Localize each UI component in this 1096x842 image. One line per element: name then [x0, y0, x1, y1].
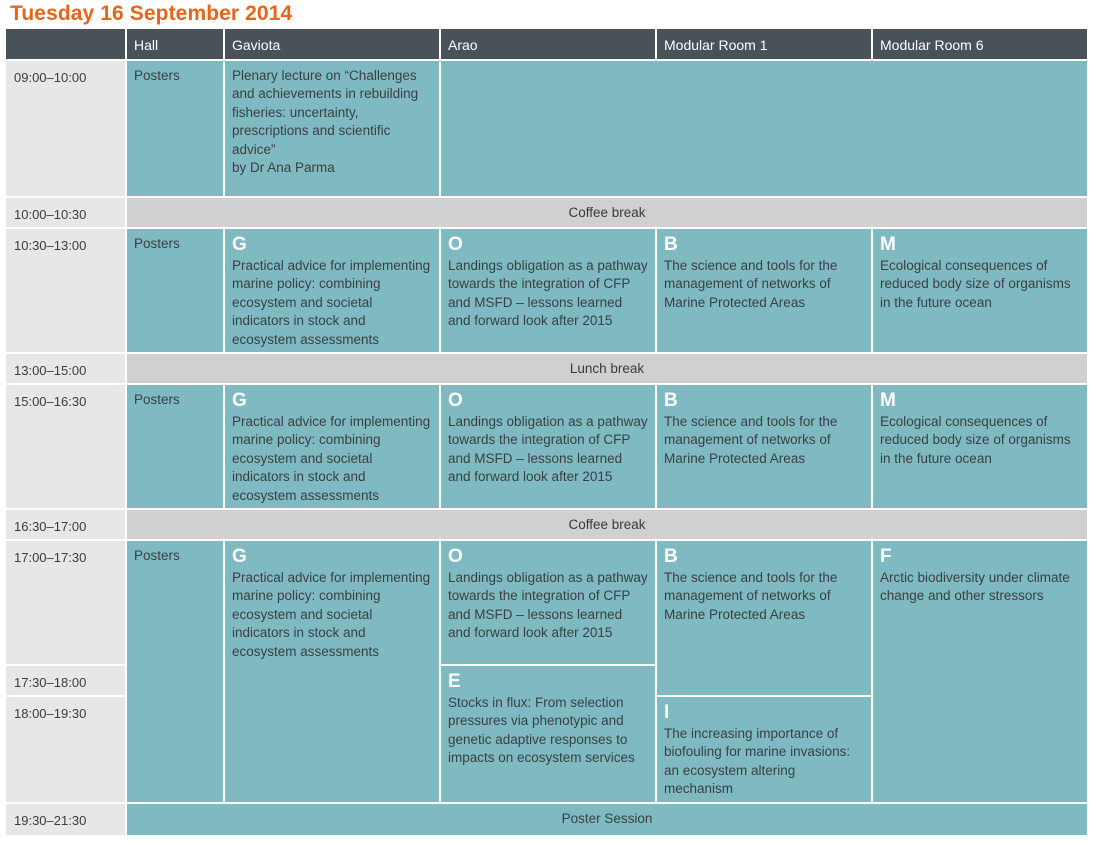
time-slot: 09:00–10:00: [6, 61, 125, 196]
page-title: Tuesday 16 September 2014: [10, 2, 293, 25]
posters-cell: Posters: [127, 385, 223, 508]
session-letter: M: [880, 390, 896, 411]
session-b-cell: [657, 229, 871, 352]
session-title: The science and tools for the management of networks of Marine Protected Areas: [664, 570, 838, 622]
time-slot: 10:30–13:00: [6, 229, 125, 352]
session-f-cell: [873, 541, 1087, 802]
header-modular-room-1: Modular Room 1: [657, 29, 871, 59]
session-title: Ecological consequences of reduced body size of organisms in the future ocean: [880, 258, 1071, 310]
time-slot: 17:00–17:30: [6, 541, 125, 664]
session-o-cell: [441, 541, 655, 664]
session-title: The science and tools for the management of networks of Marine Protected Areas: [664, 258, 838, 310]
session-letter: B: [664, 390, 678, 411]
header-modular-room-6: Modular Room 6: [873, 29, 1087, 59]
session-o-cell: [441, 385, 655, 508]
session-title: Arctic biodiversity under climate change and other stressors: [880, 570, 1070, 604]
session-title: Practical advice for implementing marine policy: combining ecosystem and societal indicators in stock and ecosystem assessments: [232, 258, 431, 347]
header-hall: Hall: [127, 29, 223, 59]
session-title: Landings obligation as a pathway towards the integration of CFP and MSFD – lessons learned and forward look after 2015: [448, 414, 648, 485]
posters-cell: Posters: [127, 229, 223, 352]
posters-cell: Posters: [127, 541, 223, 802]
coffee-break-bar: Coffee break: [127, 510, 1087, 539]
poster-session-bar: Poster Session: [127, 804, 1087, 835]
header-arao: Arao: [441, 29, 655, 59]
session-title: Ecological consequences of reduced body size of organisms in the future ocean: [880, 414, 1071, 466]
session-g-cell: [225, 385, 439, 508]
time-slot: 18:00–19:30: [6, 697, 125, 802]
header-gaviota: Gaviota: [225, 29, 439, 59]
session-b-cell: [657, 541, 871, 695]
session-o-cell: [441, 229, 655, 352]
session-title: Landings obligation as a pathway towards the integration of CFP and MSFD – lessons learned and forward look after 2015: [448, 258, 648, 329]
session-b-cell: [657, 385, 871, 508]
plenary-lecture-speaker: by Dr Ana Parma: [232, 160, 335, 176]
session-letter: O: [448, 546, 463, 567]
time-slot: 16:30–17:00: [6, 510, 125, 539]
session-m-cell: [873, 229, 1087, 352]
session-e-cell: [441, 666, 655, 802]
time-slot: 15:00–16:30: [6, 385, 125, 508]
session-letter: G: [232, 234, 247, 255]
session-letter: G: [232, 546, 247, 567]
plenary-lecture-title: Plenary lecture on “Challenges and achievements in rebuilding fisheries: uncertainty, prescriptions and scientific advice”: [232, 68, 419, 157]
session-letter: O: [448, 234, 463, 255]
session-title: Practical advice for implementing marine policy: combining ecosystem and societal indicators in stock and ecosystem assessments: [232, 414, 431, 503]
time-slot: 10:00–10:30: [6, 198, 125, 227]
session-i-cell: [657, 697, 871, 802]
session-letter: G: [232, 390, 247, 411]
session-title: Landings obligation as a pathway towards the integration of CFP and MSFD – lessons learned and forward look after 2015: [448, 570, 648, 641]
session-g-cell: [225, 541, 439, 802]
session-g-cell: [225, 229, 439, 352]
session-letter: O: [448, 390, 463, 411]
session-letter: B: [664, 546, 678, 567]
session-title: Practical advice for implementing marine policy: combining ecosystem and societal indicators in stock and ecosystem assessments: [232, 570, 431, 659]
session-title: Stocks in flux: From selection pressures via phenotypic and genetic adaptive responses to impacts on ecosystem services: [448, 695, 635, 766]
session-letter: F: [880, 546, 892, 567]
session-title: The increasing importance of biofouling for marine invasions: an ecosystem altering mechanism: [664, 726, 851, 797]
lunch-break-bar: Lunch break: [127, 354, 1087, 383]
session-letter: I: [664, 702, 670, 723]
posters-cell: Posters: [127, 61, 223, 196]
time-slot: 17:30–18:00: [6, 666, 125, 695]
session-title: The science and tools for the management of networks of Marine Protected Areas: [664, 414, 838, 466]
session-letter: E: [448, 671, 461, 692]
coffee-break-bar: Coffee break: [127, 198, 1087, 227]
session-m-cell: [873, 385, 1087, 508]
header-time-column: [6, 29, 125, 59]
time-slot: 13:00–15:00: [6, 354, 125, 383]
session-letter: B: [664, 234, 678, 255]
time-slot: 19:30–21:30: [6, 804, 125, 835]
session-letter: M: [880, 234, 896, 255]
plenary-empty-span: [441, 61, 1087, 196]
plenary-lecture-cell: [225, 61, 439, 196]
